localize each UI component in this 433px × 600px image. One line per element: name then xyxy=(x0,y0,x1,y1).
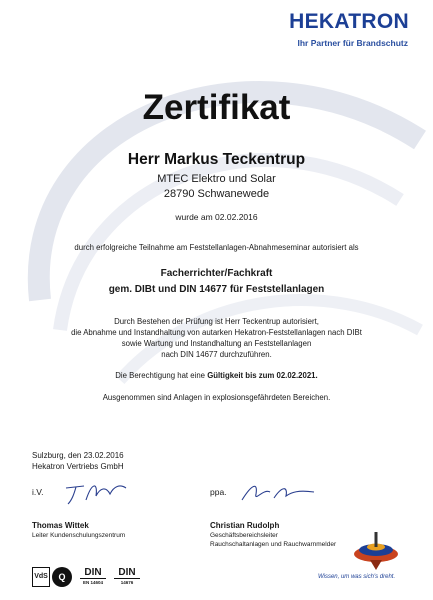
place-date: Sulzburg, den 23.02.2016 xyxy=(32,451,124,460)
brand-tagline: Ihr Partner für Brandschutz xyxy=(297,38,408,48)
signature-right xyxy=(238,480,318,506)
authorization-line: Durch Bestehen der Prüfung ist Herr Teckentrup autorisiert, xyxy=(114,317,319,326)
validity-prefix: Die Berechtigung hat eine xyxy=(115,371,208,380)
din-logo xyxy=(80,567,106,587)
din-label: DIN xyxy=(80,567,106,579)
exception-note: Ausgenommen sind Anlagen in explosionsgefährdeten Bereichen. xyxy=(102,393,331,402)
ppa-label: ppa. xyxy=(210,487,227,497)
din-logo xyxy=(114,567,140,587)
participation-statement: durch erfolgreiche Teilnahme am Feststellanlagen-Abnahmeseminar autorisiert als xyxy=(74,243,359,252)
issuer-name: Hekatron Vertriebs GmbH xyxy=(32,462,124,471)
qualification-title: Facherrichter/Fachkraft xyxy=(160,268,273,279)
authorization-line: nach DIN 14677 durchzuführen. xyxy=(161,350,272,359)
signatory-right-role: Geschäftsbereichsleiter xyxy=(210,532,278,539)
signatory-right-name: Christian Rudolph xyxy=(210,521,280,530)
din-standard: EN 14604 xyxy=(82,580,103,585)
spinning-top-icon xyxy=(350,528,402,572)
signature-left xyxy=(62,478,132,508)
recipient-address: 28790 Schwanewede xyxy=(163,188,270,200)
hekatron-logo xyxy=(289,10,409,34)
authorization-line: die Abnahme und Instandhaltung von autarken Hekatron-Feststellanlagen nach DIBt xyxy=(71,328,362,337)
certification-date: wurde am 02.02.2016 xyxy=(175,212,258,222)
recipient-name: Herr Markus Teckentrup xyxy=(127,151,306,168)
certificate-title: Zertifikat xyxy=(142,88,291,127)
din-standard: 14676 xyxy=(120,580,134,585)
logo-text: HEKATRON xyxy=(289,10,409,33)
signatory-left-role: Leiter Kundenschulungszentrum xyxy=(32,532,126,539)
validity-statement xyxy=(0,371,433,380)
signatory-right-department: Rauchschaltanlagen und Rauchwarnmelder xyxy=(210,541,337,548)
din-label: DIN xyxy=(114,567,140,579)
qualification-standard: gem. DIBt und DIN 14677 für Feststellanlagen xyxy=(108,284,325,295)
vds-logo: VdS xyxy=(32,567,50,587)
brand-slogan: Wissen, um was sich's dreht. xyxy=(318,574,396,580)
authorization-line: sowie Wartung und Instandhaltung an Feststellanlagen xyxy=(121,339,312,348)
recipient-company: MTEC Elektro und Solar xyxy=(157,173,276,185)
quality-mark-icon: Q xyxy=(52,567,72,587)
signatory-left-name: Thomas Wittek xyxy=(32,521,89,530)
validity-date: Gültigkeit bis zum 02.02.2021. xyxy=(207,371,318,380)
iv-label: i.V. xyxy=(32,487,44,497)
